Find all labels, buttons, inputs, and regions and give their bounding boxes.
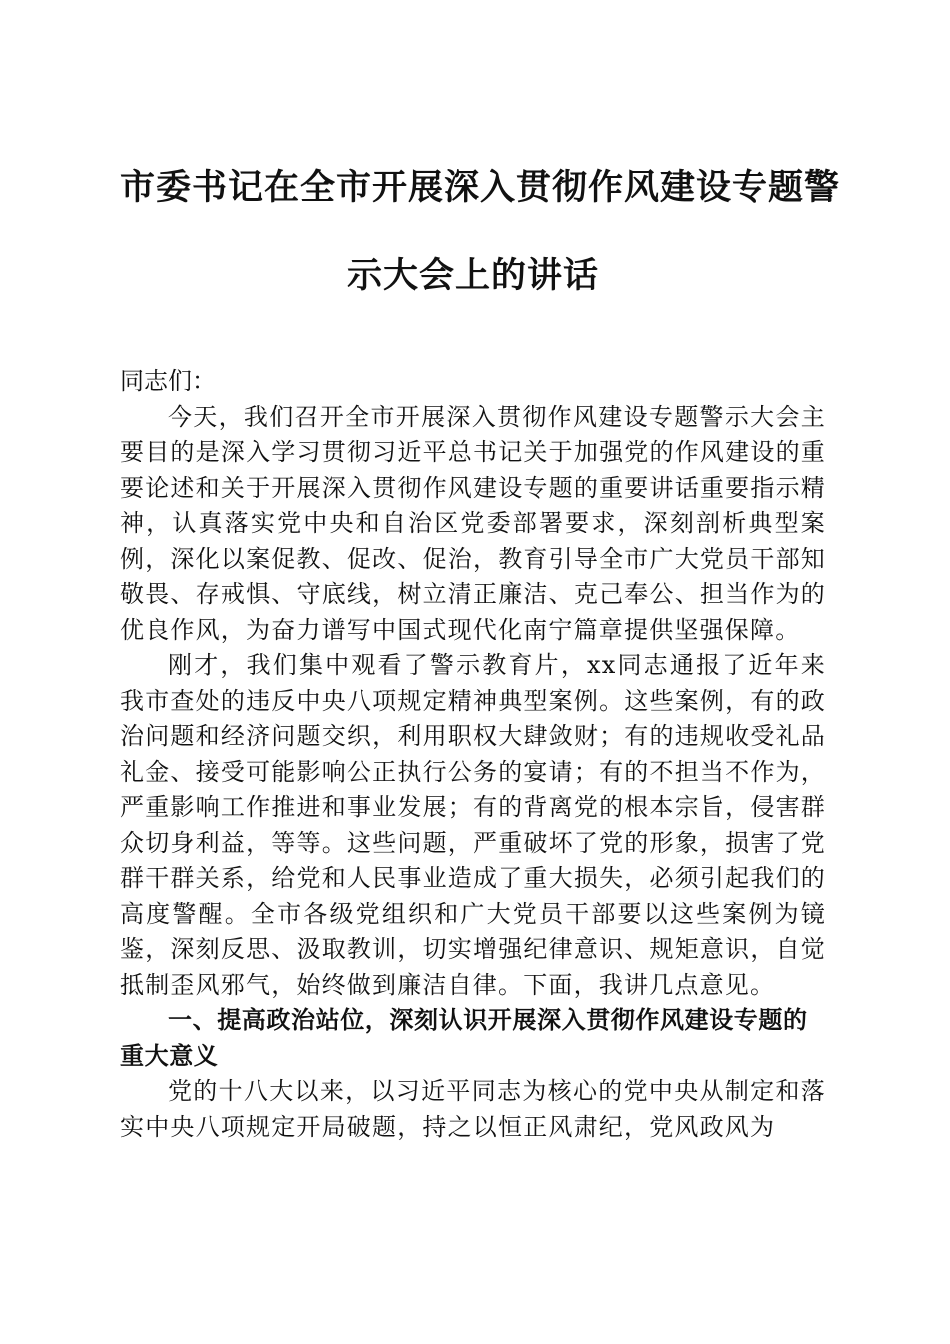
document-title-line-1: 市委书记在全市开展深入贯彻作风建设专题警 (120, 168, 841, 208)
document-title (120, 160, 841, 304)
section-heading-1: 一、提高政治站位，深刻认识开展深入贯彻作风建设专题的重大意义 (120, 1006, 808, 1070)
document-page (120, 160, 841, 1145)
salutation: 同志们： (120, 367, 216, 395)
document-title-line-2: 示大会上的讲话 (346, 256, 599, 296)
paragraph-cases: 刚才，我们集中观看了警示教育片，xx同志通报了近年来我市查处的违反中央八项规定精神典型案例。这些案例，有的政治问题和经济问题交织，利用职权大肆敛财；有的违规收受礼品礼金、接受可能影响公正执行公务的宴请；有的不担当不作为，严重影响工作推进和事业发展；有的背离党的根本宗旨，侵害群众切身利益，等等。这些问题，严重破坏了党的形象，损害了党群干群关系，给党和人民事业造成了重大损失，必须引起我们的高度警醒。全市各级党组织和广大党员干部要以这些案例为镜鉴，深刻反思、汲取教训，切实增强纪律意识、规矩意识，自觉抵制歪风邪气，始终做到廉洁自律。下面，我讲几点意见。 (120, 651, 826, 999)
paragraph-opening: 今天，我们召开全市开展深入贯彻作风建设专题警示大会主要目的是深入学习贯彻习近平总书记关于加强党的作风建设的重要论述和关于开展深入贯彻作风建设专题的重要讲话重要指示精神，认真落实党中央和自治区党委部署要求，深刻剖析典型案例，深化以案促教、促改、促治，教育引导全市广大党员干部知敬畏、存戒惧、守底线，树立清正廉洁、克己奉公、担当作为的优良作风，为奋力谱写中国式现代化南宁篇章提供坚强保障。 (120, 402, 826, 644)
paragraph-section-1: 党的十八大以来，以习近平同志为核心的党中央从制定和落实中央八项规定开局破题，持之以恒正风肃纪，党风政风为 (120, 1077, 826, 1141)
